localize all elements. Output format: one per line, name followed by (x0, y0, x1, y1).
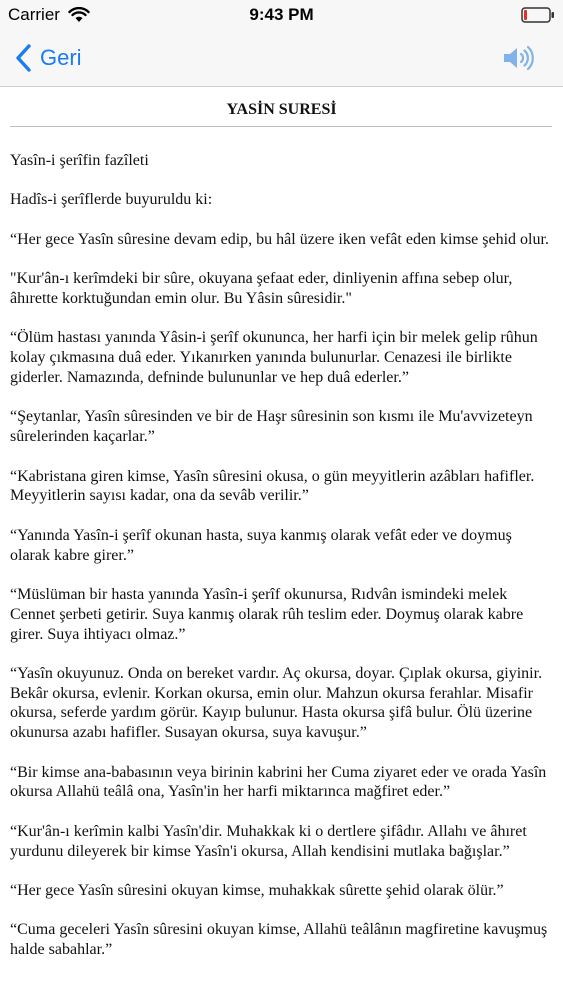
paragraph: “Her gece Yasîn sûresine devam edip, bu hâl üzere iken vefât eden kimse şehid olur. (10, 230, 549, 248)
paragraph: “Şeytanlar, Yasîn sûresinden ve bir de Haşr sûresinin son kısmı ile Mu'avvizeteyn sûrelerinden kaçarlar.” (10, 408, 533, 446)
paragraph: “Her gece Yasîn sûresini okuyan kimse, muhakkak sûrette şehid olarak ölür.” (10, 882, 504, 900)
title-divider (10, 126, 552, 127)
navigation-bar (0, 30, 563, 87)
status-bar (0, 0, 563, 30)
paragraph: “Bir kimse ana-babasının veya birinin kabrini her Cuma ziyaret eder ve orada Yasîn okursa Allahü teâlâ ona, Yasîn'in her harfi miktarınca mağfiret eder.” (10, 763, 547, 801)
back-label: Geri (40, 45, 82, 70)
back-button[interactable] (14, 40, 82, 76)
paragraph: “Cuma geceleri Yasîn sûresini okuyan kimse, Allahü teâlânın magfiretine kavuşmuş halde sabahlar.” (10, 921, 548, 959)
paragraph: “Kur'ân-ı kerîmin kalbi Yasîn'dir. Muhakkak ki o dertlere şifâdır. Allahı ve âhıret yurdunu dileyerek bir kimse Yasîn'i okursa, Allah kendisini mutlaka bağışlar.” (10, 822, 527, 860)
battery-icon (521, 7, 555, 23)
paragraph: “Yanında Yasîn-i şerîf okunan hasta, suya kanmış olarak vefât eder ve doymuş olarak kabre girer.” (10, 526, 512, 564)
chevron-left-icon (14, 43, 32, 73)
paragraph: "Kur'ân-ı kerîmdeki bir sûre, okuyana şefaat eder, dinliyenin affına sebep olur, âhırette korktuğundan emin olur. Bu Yâsin sûresidir." (10, 270, 513, 307)
content-area[interactable] (10, 86, 553, 980)
paragraph: “Yasîn okuyunuz. Onda on bereket vardır. Aç okursa, doyar. Çıplak okursa, giyinir. Bekâr okursa, evlenir. Korkan okursa, emin olur. Mahzun okursa ferahlar. Misafir okursa, seferde yardım görür. Kayıp bulunur. Hasta okursa şifâ bulur. Ölü üzerine okunursa azabı hafifler. Susayan okursa, suya kavuşur.” (10, 664, 543, 742)
carrier-label: Carrier (8, 5, 60, 24)
paragraph: “Kabristana giren kimse, Yasîn sûresini okusa, o gün meyyitlerin azâbları hafifler. Meyyitlerin sayısı kadar, ona da sevâb verilir.” (10, 467, 535, 505)
speaker-icon[interactable] (501, 44, 535, 72)
text-body (10, 151, 553, 960)
paragraph: Hadîs-i şerîflerde buyuruldu ki: (10, 191, 213, 209)
paragraph: “Müslüman bir hasta yanında Yasîn-i şerîf okunursa, Rıdvân ismindeki melek Cennet şerbeti getirir. Suya kanmış olarak rûh teslim eder. Doymuş olarak kabre girer. Suya ihtiyacı olmaz.” (10, 585, 524, 643)
page-title: YASİN SURESİ (226, 101, 337, 118)
paragraph: “Ölüm hastası yanında Yâsin-i şerîf okununca, her harfi için bir melek gelip rûhun kolay çıkmasına duâ eder. Yıkanırken yanında bulunurlar. Cenazesi ile birlikte giderler. Namazında, defninde bulununlar ve hep duâ ederler.” (10, 329, 538, 386)
paragraph: Yasîn-i şerîfin fazîleti (10, 152, 149, 169)
status-time: 9:43 PM (249, 5, 314, 24)
